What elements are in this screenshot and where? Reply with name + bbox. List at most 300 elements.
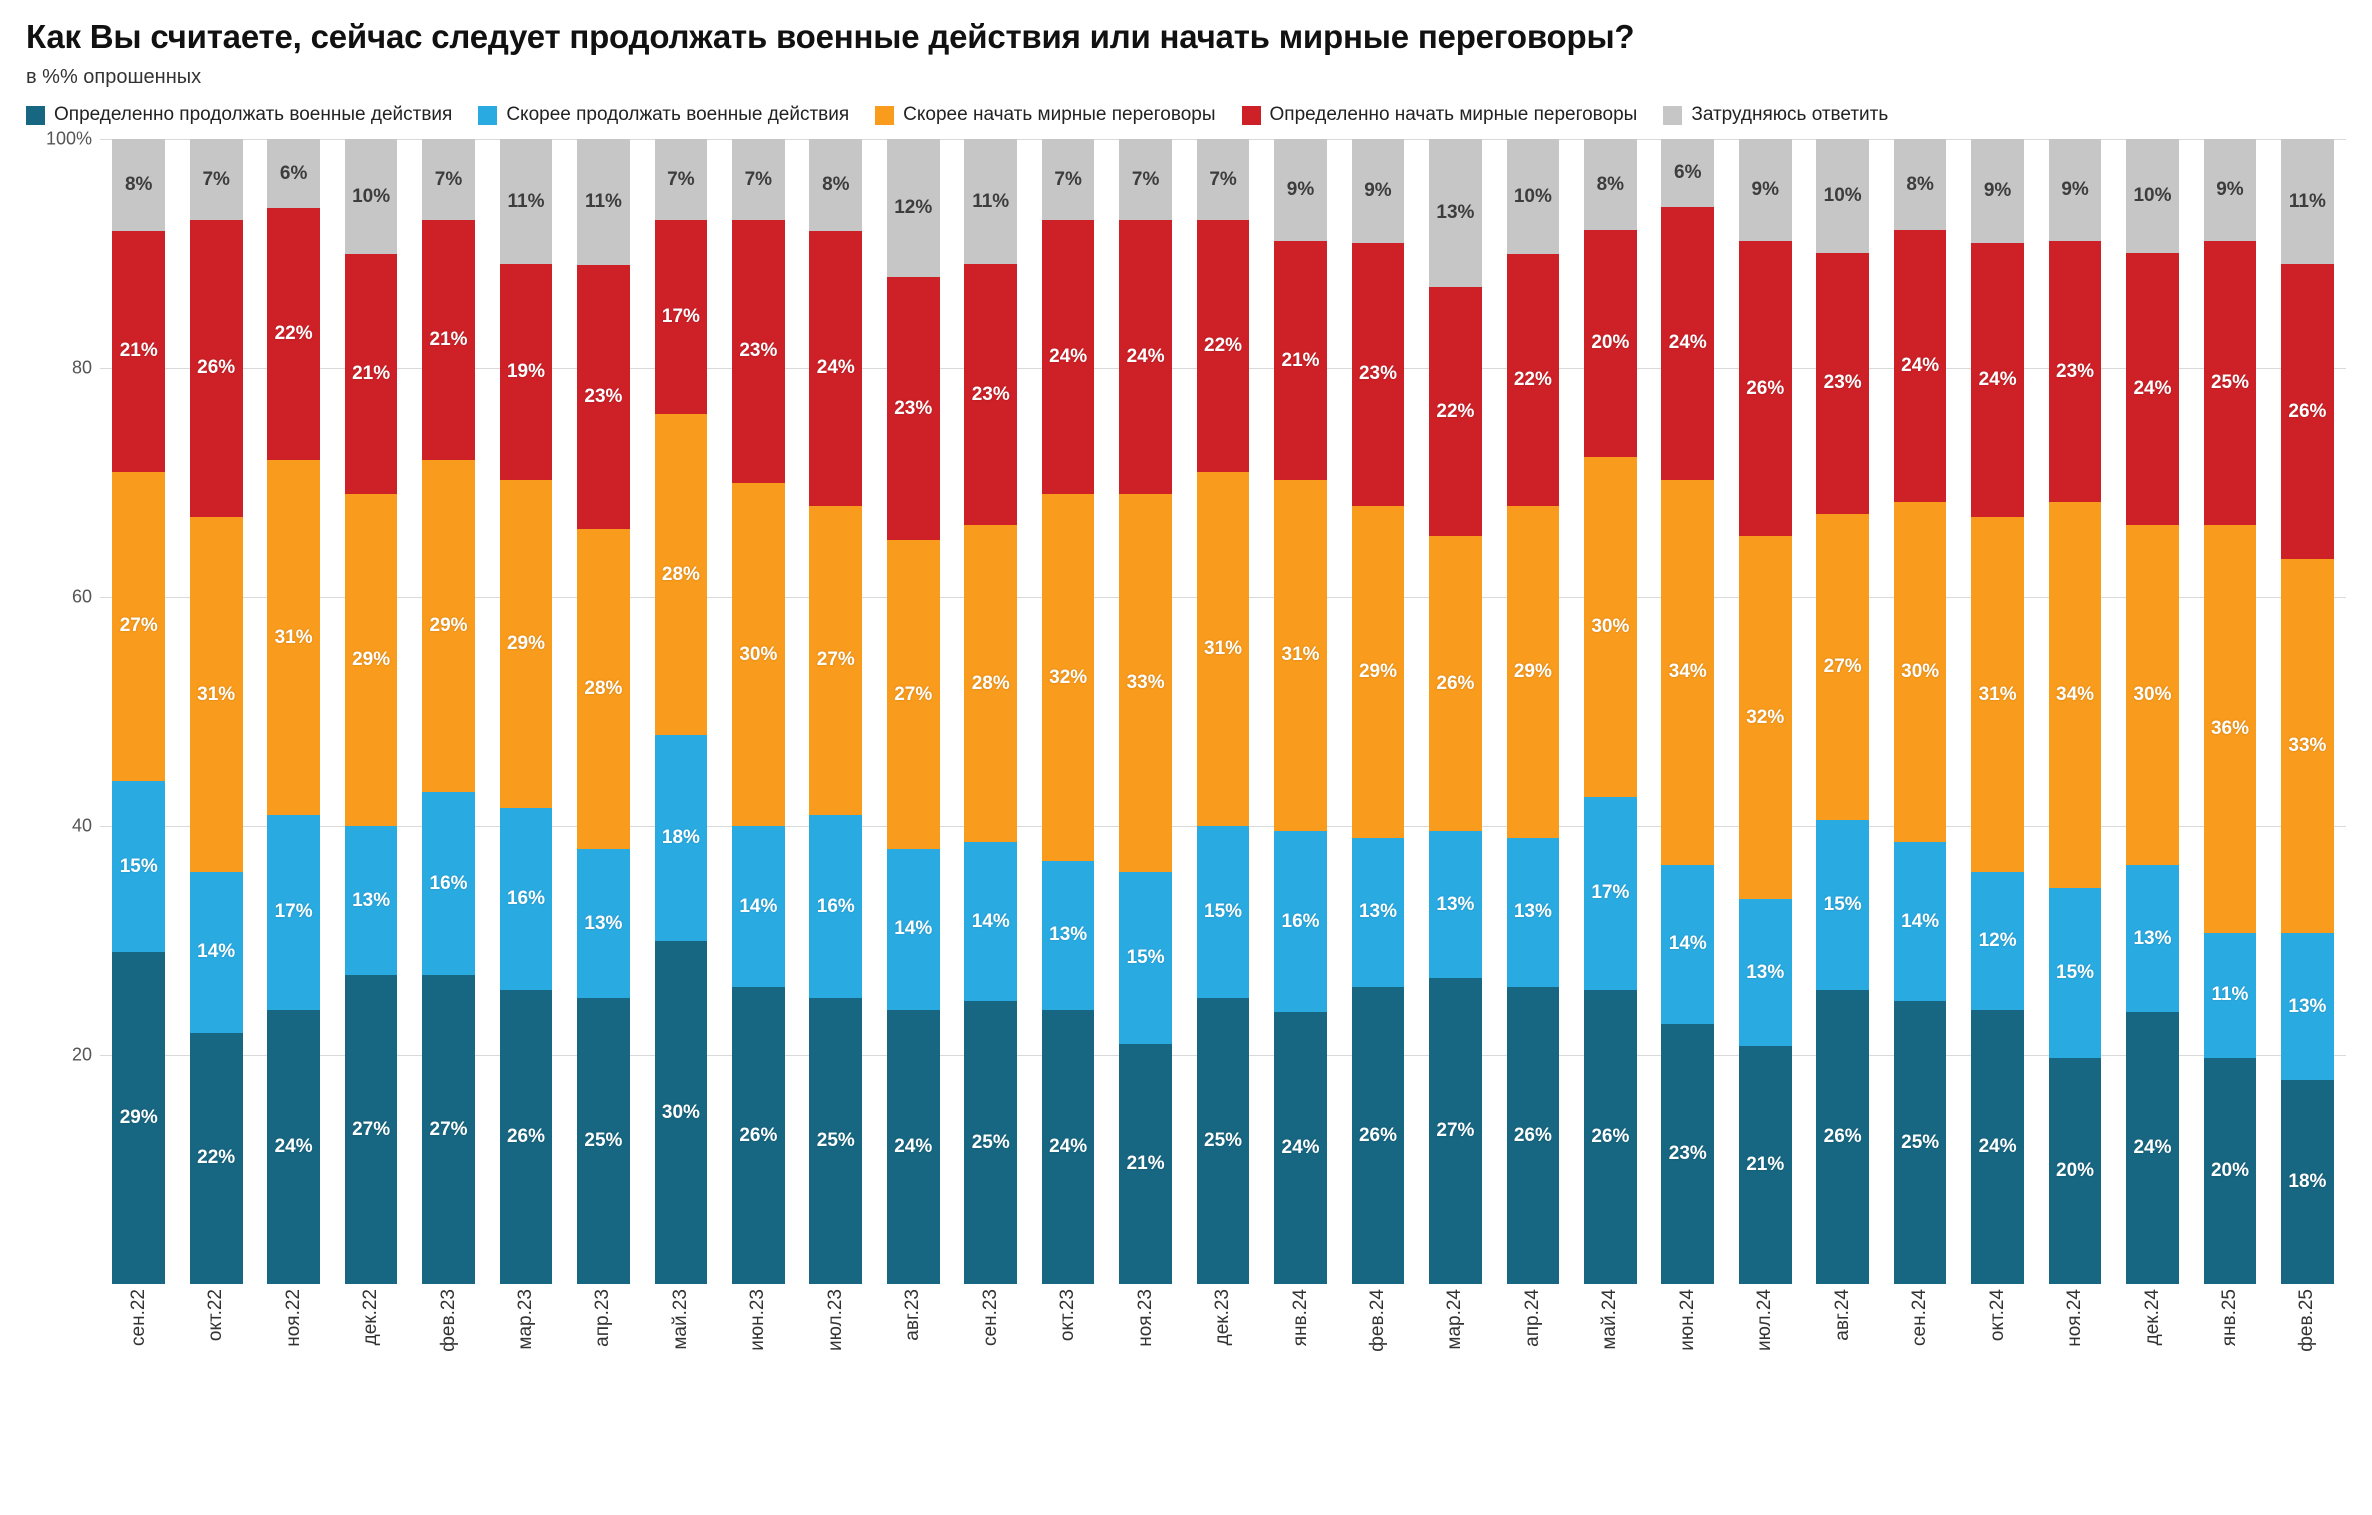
bar-segment bbox=[2049, 241, 2102, 502]
bar-segment bbox=[267, 460, 320, 815]
bar-segment bbox=[964, 1001, 1017, 1284]
x-axis-tick bbox=[720, 1289, 797, 1399]
bar-stack bbox=[577, 139, 630, 1284]
legend-swatch-icon bbox=[26, 106, 45, 125]
bar-value-label: 26% bbox=[1746, 377, 1785, 399]
bar-column[interactable] bbox=[255, 139, 332, 1284]
bar-value-label: 6% bbox=[279, 162, 308, 184]
bar-value-label: 11% bbox=[2288, 190, 2326, 212]
bar-value-label: 13% bbox=[1436, 202, 1475, 224]
bar-value-label: 23% bbox=[894, 397, 933, 419]
bar-segment bbox=[732, 826, 785, 986]
bar-stack bbox=[1429, 139, 1482, 1284]
bar-stack bbox=[345, 139, 398, 1284]
bar-stack bbox=[1739, 139, 1792, 1284]
x-axis-tick-label: сен.24 bbox=[1909, 1289, 1931, 1347]
x-axis-tick bbox=[1107, 1289, 1184, 1399]
bar-value-label: 14% bbox=[1901, 910, 1940, 932]
bar-stack bbox=[1274, 139, 1327, 1284]
bar-stack bbox=[2126, 139, 2179, 1284]
bar-value-label: 29% bbox=[429, 615, 468, 637]
legend-label: Затрудняюсь ответить bbox=[1691, 103, 1889, 125]
bar-stack bbox=[267, 139, 320, 1284]
bar-segment bbox=[1661, 480, 1714, 865]
bar-segment bbox=[1584, 990, 1637, 1285]
bar-value-label: 7% bbox=[667, 168, 695, 190]
y-axis-labels bbox=[26, 128, 100, 1284]
bar-segment bbox=[964, 842, 1017, 1001]
legend-item[interactable] bbox=[875, 101, 1215, 130]
x-axis-tick bbox=[797, 1289, 874, 1399]
bar-value-label: 9% bbox=[1364, 179, 1392, 201]
bar-value-label: 26% bbox=[1513, 1124, 1552, 1146]
x-axis-tick-label: ноя.23 bbox=[1134, 1289, 1156, 1348]
bar-value-label: 12% bbox=[894, 197, 933, 219]
bar-segment bbox=[345, 975, 398, 1284]
bar-segment bbox=[809, 231, 862, 506]
bar-stack bbox=[1816, 139, 1869, 1284]
x-axis-tick-label: фев.24 bbox=[1366, 1289, 1388, 1353]
bar-segment bbox=[2204, 241, 2257, 524]
bar-segment bbox=[1584, 797, 1637, 990]
bar-segment bbox=[809, 998, 862, 1284]
bar-value-label: 31% bbox=[274, 626, 313, 648]
bar-segment bbox=[1119, 139, 1172, 219]
bar-segment bbox=[1352, 838, 1405, 987]
bar-segment bbox=[112, 139, 165, 231]
x-axis-tick bbox=[1959, 1289, 2036, 1399]
bar-column[interactable] bbox=[410, 139, 487, 1284]
bar-segment bbox=[345, 254, 398, 494]
bar-value-label: 36% bbox=[2210, 717, 2249, 739]
bar-segment bbox=[1507, 838, 1560, 987]
bar-value-label: 19% bbox=[506, 360, 545, 382]
bar-value-label: 10% bbox=[1513, 185, 1552, 207]
bar-column[interactable] bbox=[1339, 139, 1416, 1284]
bar-value-label: 22% bbox=[1436, 400, 1475, 422]
bar-stack bbox=[1507, 139, 1560, 1284]
bar-segment bbox=[500, 139, 553, 264]
bar-segment bbox=[2281, 933, 2334, 1080]
x-axis-tick-label: ноя.24 bbox=[2064, 1289, 2086, 1348]
bar-segment bbox=[1584, 230, 1637, 457]
bar-value-label: 13% bbox=[2133, 927, 2172, 949]
bar-segment bbox=[1429, 831, 1482, 978]
bar-segment bbox=[1119, 1044, 1172, 1284]
bar-segment bbox=[190, 872, 243, 1032]
bar-value-label: 20% bbox=[2210, 1160, 2249, 1182]
bar-column[interactable] bbox=[2036, 139, 2113, 1284]
bar-column[interactable] bbox=[1107, 139, 1184, 1284]
bar-value-label: 16% bbox=[1281, 910, 1320, 932]
x-axis-tick-label: май.23 bbox=[669, 1289, 691, 1351]
bar-segment bbox=[1739, 139, 1792, 241]
bar-value-label: 23% bbox=[739, 340, 778, 362]
bar-value-label: 24% bbox=[1978, 1136, 2017, 1158]
bar-value-label: 15% bbox=[1204, 901, 1243, 923]
bar-segment bbox=[655, 139, 708, 219]
x-axis-tick bbox=[1727, 1289, 1804, 1399]
bar-value-label: 24% bbox=[274, 1136, 313, 1158]
bar-segment bbox=[1119, 220, 1172, 495]
bar-segment bbox=[1274, 480, 1327, 831]
bar-value-label: 24% bbox=[1049, 346, 1088, 367]
bar-value-label: 22% bbox=[197, 1147, 236, 1169]
bar-column[interactable] bbox=[1727, 139, 1804, 1284]
bar-value-label: 20% bbox=[1591, 332, 1630, 354]
x-axis-tick bbox=[1262, 1289, 1339, 1399]
bar-column[interactable] bbox=[642, 139, 719, 1284]
bar-segment bbox=[655, 735, 708, 941]
y-axis-tick-label: 20 bbox=[71, 1044, 92, 1065]
bar-segment bbox=[1197, 139, 1250, 219]
bar-segment bbox=[809, 506, 862, 815]
x-axis-tick-label: сен.23 bbox=[979, 1289, 1001, 1347]
bar-value-label: 23% bbox=[1823, 372, 1862, 394]
bar-segment bbox=[1274, 241, 1327, 479]
bar-value-label: 7% bbox=[434, 168, 463, 190]
bar-value-label: 30% bbox=[1591, 615, 1630, 637]
bar-value-label: 24% bbox=[1978, 368, 2017, 390]
x-axis-tick-label: дек.23 bbox=[1212, 1289, 1234, 1346]
bar-value-label: 7% bbox=[1131, 168, 1160, 190]
bar-segment bbox=[267, 208, 320, 460]
bar-value-label: 33% bbox=[2288, 734, 2327, 756]
bar-value-label: 21% bbox=[1126, 1153, 1165, 1175]
bar-value-label: 17% bbox=[1591, 882, 1630, 904]
y-axis-tick-label: 100% bbox=[45, 128, 92, 149]
bar-segment bbox=[1971, 517, 2024, 872]
bar-value-label: 34% bbox=[2056, 683, 2095, 705]
bar-segment bbox=[422, 139, 475, 219]
bar-segment bbox=[112, 952, 165, 1284]
bar-series-container bbox=[100, 139, 2346, 1284]
bar-value-label: 15% bbox=[2056, 961, 2095, 983]
bar-value-label: 14% bbox=[739, 895, 778, 917]
bar-segment bbox=[500, 990, 553, 1285]
bar-segment bbox=[1816, 514, 1869, 820]
legend-swatch-icon bbox=[1242, 106, 1261, 125]
bar-value-label: 26% bbox=[1436, 672, 1475, 694]
bar-value-label: 12% bbox=[1978, 929, 2017, 951]
bar-segment bbox=[2204, 933, 2257, 1058]
bar-value-label: 23% bbox=[2056, 360, 2095, 382]
bar-value-label: 25% bbox=[2210, 372, 2249, 394]
bar-value-label: 26% bbox=[2288, 400, 2327, 422]
x-axis-tick bbox=[1339, 1289, 1416, 1399]
bar-segment bbox=[1119, 494, 1172, 872]
bar-segment bbox=[809, 139, 862, 231]
x-axis-tick-label: авг.23 bbox=[902, 1289, 924, 1342]
bar-column[interactable] bbox=[1572, 139, 1649, 1284]
bar-segment bbox=[1042, 861, 1095, 1010]
bar-segment bbox=[1197, 826, 1250, 998]
bar-segment bbox=[112, 472, 165, 781]
bar-segment bbox=[422, 460, 475, 792]
bar-segment bbox=[2281, 139, 2334, 264]
bar-value-label: 26% bbox=[197, 357, 236, 379]
bar-segment bbox=[1507, 139, 1560, 254]
y-axis-tick-label: 80 bbox=[71, 357, 92, 378]
bar-value-label: 23% bbox=[1668, 1143, 1707, 1165]
bar-segment bbox=[1507, 254, 1560, 506]
bar-segment bbox=[345, 139, 398, 254]
bar-segment bbox=[2281, 1080, 2334, 1284]
bar-segment bbox=[1661, 207, 1714, 479]
bar-column[interactable] bbox=[1804, 139, 1881, 1284]
bar-segment bbox=[577, 139, 630, 265]
bar-segment bbox=[1197, 472, 1250, 827]
bar-value-label: 30% bbox=[661, 1101, 700, 1123]
bar-value-label: 7% bbox=[1209, 168, 1237, 190]
bar-column[interactable] bbox=[2269, 139, 2346, 1284]
bar-segment bbox=[2049, 1058, 2102, 1285]
bar-segment bbox=[345, 826, 398, 975]
x-axis-tick bbox=[1184, 1289, 1261, 1399]
bar-value-label: 31% bbox=[197, 683, 236, 705]
bar-segment bbox=[655, 220, 708, 415]
x-axis-tick-label: окт.23 bbox=[1057, 1289, 1079, 1342]
legend-label: Скорее начать мирные переговоры bbox=[903, 103, 1216, 125]
bar-value-label: 24% bbox=[894, 1136, 933, 1158]
bar-segment bbox=[1429, 536, 1482, 831]
bar-column[interactable] bbox=[1262, 139, 1339, 1284]
bar-value-label: 22% bbox=[274, 323, 313, 345]
bar-value-label: 13% bbox=[1746, 961, 1785, 983]
bar-segment bbox=[577, 849, 630, 998]
bar-segment bbox=[1197, 998, 1250, 1284]
bar-segment bbox=[1739, 536, 1792, 899]
bar-value-label: 24% bbox=[1126, 346, 1165, 367]
bar-value-label: 27% bbox=[352, 1118, 391, 1140]
bar-value-label: 30% bbox=[2133, 683, 2172, 705]
bar-stack bbox=[1352, 139, 1405, 1284]
bar-value-label: 29% bbox=[352, 649, 391, 671]
bar-value-label: 29% bbox=[1358, 660, 1397, 682]
bar-segment bbox=[1352, 506, 1405, 838]
bar-stack bbox=[1042, 139, 1095, 1284]
bar-segment bbox=[2049, 502, 2102, 887]
bar-value-label: 25% bbox=[816, 1130, 855, 1152]
legend-label: Определенно начать мирные переговоры bbox=[1269, 103, 1638, 125]
bar-value-label: 13% bbox=[1049, 924, 1088, 946]
x-axis-tick-label: июл.23 bbox=[824, 1289, 846, 1352]
bar-value-label: 13% bbox=[352, 889, 391, 911]
bar-value-label: 27% bbox=[1823, 655, 1862, 677]
bar-value-label: 11% bbox=[2211, 984, 2249, 1006]
bar-column[interactable] bbox=[1029, 139, 1106, 1284]
x-axis-tick-label: май.24 bbox=[1599, 1289, 1621, 1351]
bar-segment bbox=[190, 517, 243, 872]
x-axis-tick-label: фев.25 bbox=[2296, 1289, 2318, 1353]
bar-column[interactable] bbox=[952, 139, 1029, 1284]
bar-column[interactable] bbox=[565, 139, 642, 1284]
bar-column[interactable] bbox=[1417, 139, 1494, 1284]
bar-column[interactable] bbox=[2114, 139, 2191, 1284]
bar-segment bbox=[422, 975, 475, 1284]
bar-value-label: 28% bbox=[584, 678, 623, 700]
bar-segment bbox=[1042, 1010, 1095, 1285]
bar-value-label: 22% bbox=[1513, 368, 1552, 390]
x-axis-tick-label: июл.24 bbox=[1754, 1289, 1776, 1352]
bar-value-label: 32% bbox=[1049, 666, 1088, 688]
bar-value-label: 27% bbox=[816, 649, 855, 671]
bar-value-label: 24% bbox=[2133, 1137, 2172, 1159]
bar-segment bbox=[190, 220, 243, 518]
x-axis-tick bbox=[1804, 1289, 1881, 1399]
bar-column[interactable] bbox=[720, 139, 797, 1284]
bar-segment bbox=[2204, 1058, 2257, 1285]
bar-value-label: 31% bbox=[1281, 644, 1320, 666]
bar-value-label: 9% bbox=[1983, 179, 2012, 201]
bar-segment bbox=[809, 815, 862, 998]
bar-value-label: 14% bbox=[197, 941, 236, 963]
bar-value-label: 26% bbox=[739, 1124, 778, 1146]
legend-label: Определенно продолжать военные действия bbox=[54, 103, 453, 125]
bar-segment bbox=[1352, 139, 1405, 242]
bar-stack bbox=[1584, 139, 1637, 1284]
bar-value-label: 31% bbox=[1978, 683, 2017, 705]
bar-value-label: 7% bbox=[744, 168, 773, 190]
x-axis-tick bbox=[875, 1289, 952, 1399]
bar-value-label: 31% bbox=[1204, 637, 1243, 659]
bar-value-label: 21% bbox=[1746, 1154, 1785, 1176]
bar-column[interactable] bbox=[1184, 139, 1261, 1284]
x-axis-tick bbox=[1494, 1289, 1571, 1399]
bar-segment bbox=[2204, 525, 2257, 933]
bar-value-label: 13% bbox=[2288, 995, 2327, 1017]
bar-segment bbox=[1739, 1046, 1792, 1284]
bar-value-label: 8% bbox=[822, 174, 850, 196]
bar-segment bbox=[422, 792, 475, 975]
bar-segment bbox=[422, 220, 475, 460]
bar-stack bbox=[422, 139, 475, 1284]
bar-segment bbox=[887, 277, 940, 540]
bar-value-label: 23% bbox=[584, 386, 623, 408]
bar-stack bbox=[2204, 139, 2257, 1284]
bar-stack bbox=[2281, 139, 2334, 1284]
bar-segment bbox=[1274, 1012, 1327, 1284]
x-axis-tick bbox=[2191, 1289, 2268, 1399]
bar-segment bbox=[964, 139, 1017, 264]
bar-column[interactable] bbox=[1494, 139, 1571, 1284]
x-axis-tick-label: янв.24 bbox=[1289, 1289, 1311, 1347]
bar-value-label: 26% bbox=[1823, 1126, 1862, 1148]
bar-segment bbox=[1894, 139, 1947, 230]
bar-value-label: 28% bbox=[661, 563, 700, 585]
legend-item[interactable] bbox=[478, 101, 849, 130]
x-axis-tick bbox=[332, 1289, 409, 1399]
bar-value-label: 6% bbox=[1674, 162, 1702, 184]
bar-value-label: 15% bbox=[1126, 947, 1165, 969]
bar-value-label: 9% bbox=[2061, 179, 2089, 201]
bar-segment bbox=[577, 998, 630, 1284]
bar-column[interactable] bbox=[875, 139, 952, 1284]
bar-segment bbox=[1894, 502, 1947, 842]
bar-segment bbox=[500, 264, 553, 479]
x-axis-tick-label: дек.24 bbox=[2141, 1289, 2163, 1346]
bar-value-label: 8% bbox=[1906, 173, 1934, 195]
x-axis-tick bbox=[100, 1289, 177, 1399]
x-axis-tick bbox=[1649, 1289, 1726, 1399]
bar-segment bbox=[1584, 139, 1637, 230]
legend-item[interactable] bbox=[1663, 101, 1888, 130]
x-axis-tick-label: мар.23 bbox=[514, 1289, 536, 1351]
bar-column[interactable] bbox=[2191, 139, 2268, 1284]
bar-column[interactable] bbox=[1881, 139, 1958, 1284]
bar-value-label: 14% bbox=[1668, 933, 1707, 955]
bar-value-label: 10% bbox=[352, 185, 391, 207]
bar-value-label: 23% bbox=[1358, 363, 1397, 385]
bar-segment bbox=[1507, 506, 1560, 838]
x-axis-tick bbox=[2114, 1289, 2191, 1399]
bar-column[interactable] bbox=[797, 139, 874, 1284]
bar-segment bbox=[267, 815, 320, 1010]
bar-segment bbox=[2126, 525, 2179, 865]
bar-value-label: 30% bbox=[739, 643, 778, 665]
bar-segment bbox=[964, 525, 1017, 842]
x-axis-tick bbox=[255, 1289, 332, 1399]
bar-value-label: 17% bbox=[661, 305, 700, 327]
legend-item[interactable] bbox=[26, 101, 452, 130]
page-title: Как Вы считаете, сейчас следует продолжать военные действия или начать мирные переговоры? bbox=[26, 18, 1635, 55]
bar-value-label: 29% bbox=[506, 632, 545, 654]
bar-value-label: 26% bbox=[1358, 1124, 1397, 1146]
bar-value-label: 18% bbox=[2288, 1171, 2327, 1193]
bar-value-label: 25% bbox=[971, 1131, 1010, 1153]
bar-column[interactable] bbox=[1959, 139, 2036, 1284]
bar-value-label: 14% bbox=[894, 918, 933, 940]
bar-stack bbox=[190, 139, 243, 1284]
bar-column[interactable] bbox=[1649, 139, 1726, 1284]
legend-item[interactable] bbox=[1242, 101, 1638, 130]
x-axis-tick-label: фев.23 bbox=[437, 1289, 459, 1353]
bar-column[interactable] bbox=[332, 139, 409, 1284]
bar-value-label: 7% bbox=[1054, 168, 1082, 190]
bar-value-label: 16% bbox=[506, 888, 545, 909]
x-axis-tick bbox=[2036, 1289, 2113, 1399]
bar-column[interactable] bbox=[100, 139, 177, 1284]
y-axis-tick-label: 60 bbox=[71, 586, 92, 607]
bar-value-label: 26% bbox=[506, 1126, 545, 1148]
bar-stack bbox=[964, 139, 1017, 1284]
bar-segment bbox=[732, 483, 785, 827]
bar-segment bbox=[1971, 1010, 2024, 1285]
chart-legend bbox=[26, 101, 2346, 130]
bar-segment bbox=[655, 414, 708, 735]
bar-value-label: 9% bbox=[1286, 179, 1315, 201]
bar-value-label: 27% bbox=[1436, 1120, 1475, 1142]
x-axis-tick-label: окт.22 bbox=[205, 1289, 227, 1342]
bar-segment bbox=[1507, 987, 1560, 1285]
bar-value-label: 17% bbox=[274, 901, 313, 923]
bar-column[interactable] bbox=[177, 139, 254, 1284]
bar-value-label: 27% bbox=[119, 615, 158, 637]
bar-segment bbox=[1429, 287, 1482, 536]
bar-value-label: 11% bbox=[972, 190, 1010, 212]
bar-value-label: 16% bbox=[816, 895, 855, 917]
bar-segment bbox=[1971, 243, 2024, 518]
bar-segment bbox=[267, 139, 320, 208]
bar-stack bbox=[112, 139, 165, 1284]
bar-column[interactable] bbox=[487, 139, 564, 1284]
bar-value-label: 10% bbox=[1823, 185, 1862, 207]
bar-value-label: 27% bbox=[894, 683, 933, 705]
bar-value-label: 30% bbox=[1901, 661, 1940, 683]
x-axis-tick bbox=[177, 1289, 254, 1399]
bar-segment bbox=[190, 1033, 243, 1285]
bar-value-label: 11% bbox=[584, 191, 622, 213]
